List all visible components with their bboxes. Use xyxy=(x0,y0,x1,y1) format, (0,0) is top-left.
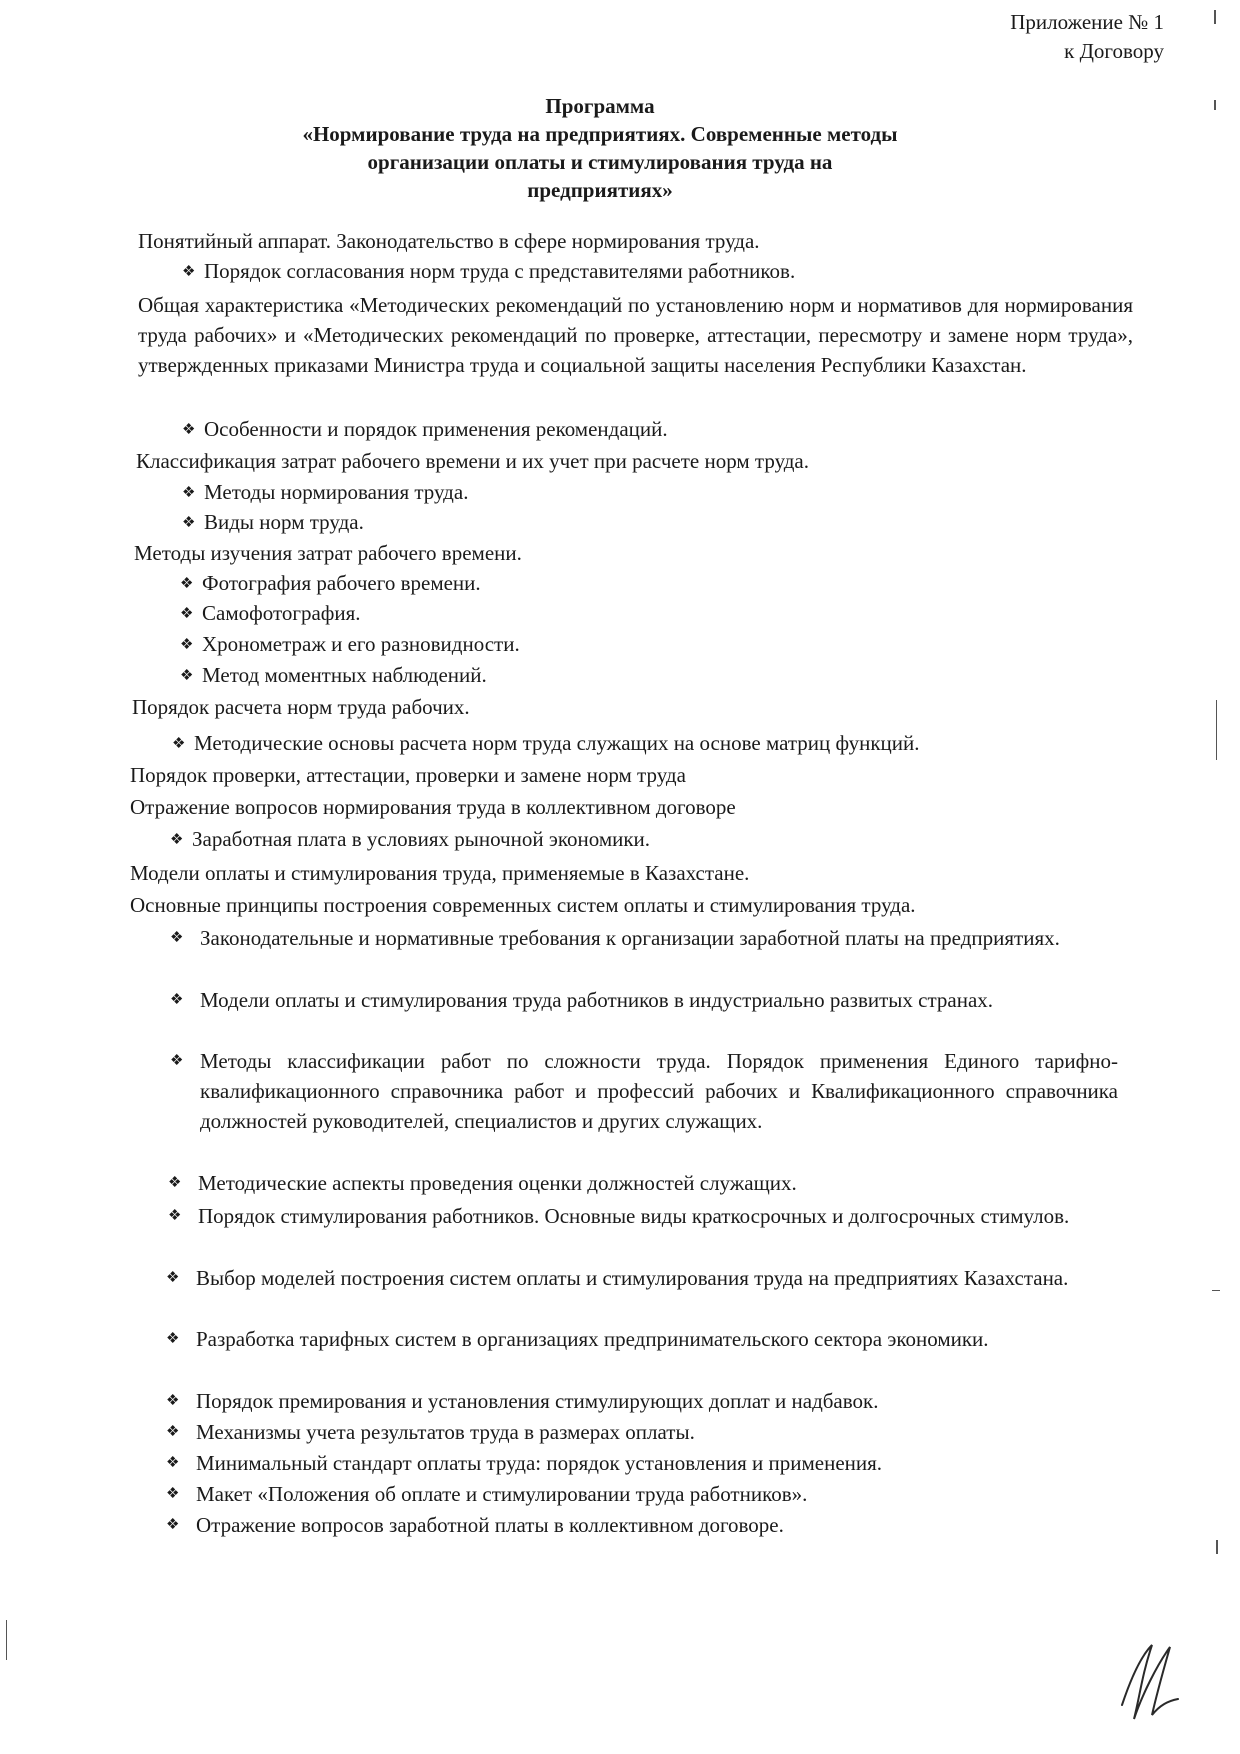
list-item: ❖ Порядок согласования норм труда с представителями работников. xyxy=(182,256,795,287)
list-item: ❖ Фотография рабочего времени. xyxy=(180,568,481,599)
list-item: ❖ Законодательные и нормативные требования к организации заработной платы на предприятиях. xyxy=(200,923,1120,953)
bullet-icon: ❖ xyxy=(166,1270,180,1286)
topic-heading: Основные принципы построения современных систем оплаты и стимулирования труда. xyxy=(130,893,916,917)
title-line: Программа xyxy=(545,94,655,118)
list-item: ❖ Разработка тарифных систем в организациях предпринимательского сектора экономики. xyxy=(196,1324,1114,1354)
bullet-icon: ❖ xyxy=(180,576,194,592)
appendix-number: Приложение № 1 xyxy=(1010,10,1164,34)
title-line: «Нормирование труда на предприятиях. Современные методы xyxy=(302,122,898,146)
scan-mark xyxy=(1214,10,1216,24)
topic-heading: Понятийный аппарат. Законодательство в сфере нормирования труда. xyxy=(138,229,760,253)
topic-heading: Общая характеристика «Методических рекомендаций по установлению норм и нормативов для нормирования труда рабочих» и «Методических рекомендаций по проверке, аттестации, пересмотру и замене норм труда», утвержденных приказами Министра труда и социальной защиты населения Республики Казахстан. xyxy=(138,293,1133,377)
appendix-reference xyxy=(1010,8,1164,66)
scan-mark xyxy=(1212,1290,1220,1291)
bullet-icon: ❖ xyxy=(166,1486,180,1502)
bullet-icon: ❖ xyxy=(168,1208,182,1224)
bullet-icon: ❖ xyxy=(172,736,186,752)
program-title xyxy=(200,92,1000,204)
list-item: ❖ Методы классификации работ по сложности труда. Порядок применения Единого тарифно-квалификационного справочника работ и профессий рабочих и Квалификационного справочника должностей руководителей, специалистов и других служащих. xyxy=(200,1046,1118,1136)
list-item: ❖ Метод моментных наблюдений. xyxy=(180,660,487,691)
list-item: ❖ Заработная плата в условиях рыночной экономики. xyxy=(170,824,650,855)
list-item: ❖ Порядок стимулирования работников. Основные виды краткосрочных и долгосрочных стимулов. xyxy=(198,1201,1116,1231)
bullet-icon: ❖ xyxy=(182,264,196,280)
appendix-contract: к Договору xyxy=(1064,39,1164,63)
list-item: ❖ Виды норм труда. xyxy=(182,507,364,538)
list-item: ❖ Минимальный стандарт оплаты труда: порядок установления и применения. xyxy=(196,1448,1114,1478)
scan-mark xyxy=(1216,1540,1218,1554)
bullet-icon: ❖ xyxy=(166,1455,180,1471)
signature-initials xyxy=(1112,1635,1182,1725)
bullet-icon: ❖ xyxy=(166,1424,180,1440)
title-line: предприятиях» xyxy=(527,178,673,202)
bullet-icon: ❖ xyxy=(182,485,196,501)
list-item: ❖ Самофотография. xyxy=(180,598,361,629)
bullet-icon: ❖ xyxy=(170,1053,184,1069)
list-item: ❖ Хронометраж и его разновидности. xyxy=(180,629,520,660)
list-item: ❖ Модели оплаты и стимулирования труда работников в индустриально развитых странах. xyxy=(200,985,1120,1015)
topic-heading: Модели оплаты и стимулирования труда, применяемые в Казахстане. xyxy=(130,861,750,885)
list-item: ❖ Методы нормирования труда. xyxy=(182,477,468,508)
bullet-icon: ❖ xyxy=(166,1393,180,1409)
bullet-icon: ❖ xyxy=(166,1517,180,1533)
topic-heading: Порядок расчета норм труда рабочих. xyxy=(132,695,470,719)
scan-mark xyxy=(1216,700,1217,760)
scan-mark xyxy=(6,1620,7,1660)
bullet-icon: ❖ xyxy=(182,515,196,531)
bullet-icon: ❖ xyxy=(170,992,184,1008)
list-item: ❖ Особенности и порядок применения рекомендаций. xyxy=(182,414,668,445)
bullet-icon: ❖ xyxy=(166,1331,180,1347)
title-line: организации оплаты и стимулирования труда на xyxy=(367,150,833,174)
bullet-icon: ❖ xyxy=(170,832,184,848)
bullet-icon: ❖ xyxy=(168,1175,182,1191)
list-item: ❖ Макет «Положения об оплате и стимулировании труда работников». xyxy=(196,1479,1114,1509)
list-item: ❖ Порядок премирования и установления стимулирующих доплат и надбавок. xyxy=(196,1386,1114,1416)
bullet-icon: ❖ xyxy=(180,606,194,622)
scan-mark xyxy=(1214,100,1216,110)
topic-heading: Порядок проверки, аттестации, проверки и замене норм труда xyxy=(130,763,686,787)
list-item: ❖ Отражение вопросов заработной платы в коллективном договоре. xyxy=(196,1510,1114,1540)
topic-heading: Методы изучения затрат рабочего времени. xyxy=(134,541,522,565)
bullet-icon: ❖ xyxy=(180,668,194,684)
list-item: ❖ Методические аспекты проведения оценки должностей служащих. xyxy=(198,1168,1116,1198)
bullet-icon: ❖ xyxy=(170,930,184,946)
bullet-icon: ❖ xyxy=(180,637,194,653)
list-item: ❖ Механизмы учета результатов труда в размерах оплаты. xyxy=(196,1417,1114,1447)
topic-heading: Классификация затрат рабочего времени и их учет при расчете норм труда. xyxy=(136,449,810,473)
bullet-icon: ❖ xyxy=(182,422,196,438)
topic-heading: Отражение вопросов нормирования труда в коллективном договоре xyxy=(130,795,736,819)
list-item: ❖ Методические основы расчета норм труда служащих на основе матриц функций. xyxy=(172,728,920,759)
list-item: ❖ Выбор моделей построения систем оплаты и стимулирования труда на предприятиях Казахстана. xyxy=(196,1263,1114,1293)
